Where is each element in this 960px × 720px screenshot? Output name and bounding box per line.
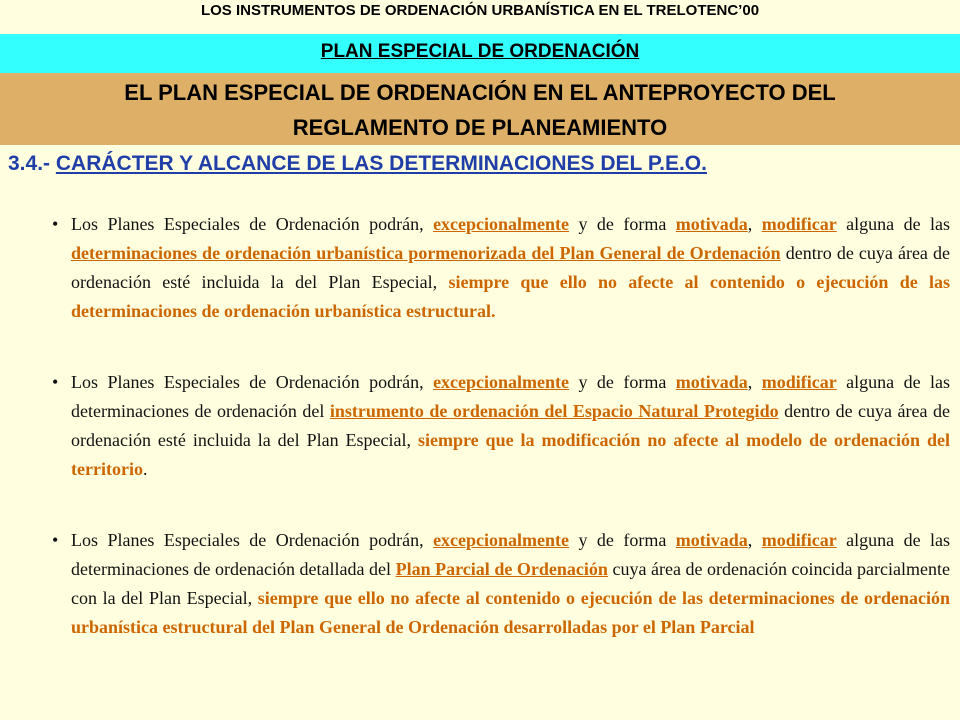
text: Los Planes Especiales de Ordenación podrán, [71,214,434,234]
bullet-dot: • [52,214,59,234]
text: dentro de cuya área de ordenación esté incluida la del Plan Especial, [71,243,950,292]
section-heading [8,152,707,176]
text: y de forma [569,214,676,234]
highlight-motivada: motivada [675,372,748,392]
highlight-condition: siempre que ello no afecte al contenido o ejecución de las determinaciones de ordenación urbanística estructural. [71,272,951,321]
text: y de forma [569,372,676,392]
subtitle-line-2: REGLAMENTO DE PLANEAMIENTO [292,115,668,140]
text: cuya área de ordenación coincida parcialmente con la del Plan Especial, [71,559,950,608]
bullet-list [52,210,950,642]
bullet-item-1 [52,210,950,326]
subtitle-band [0,73,960,145]
highlight-modificar: modificar [761,214,837,234]
highlight-excepcionalmente: excepcionalmente [433,214,570,234]
text: Los Planes Especiales de Ordenación podrán, [71,372,434,392]
document-header [0,0,960,34]
bullet-item-3 [52,526,950,642]
highlight-motivada: motivada [675,214,748,234]
bullet-dot: • [52,372,59,392]
highlight-motivada: motivada [675,530,748,550]
section-title: CARÁCTER Y ALCANCE DE LAS DETERMINACIONES DEL P.E.O. [55,152,707,175]
plan-title: PLAN ESPECIAL DE ORDENACIÓN [320,41,640,62]
text: , [747,530,762,550]
highlight-determinaciones: determinaciones de ordenación urbanística pormenorizada del Plan General de Ordenación [71,243,781,263]
plan-title-band [0,34,960,73]
text: Los Planes Especiales de Ordenación podrán, [71,530,434,550]
text: y de forma [569,530,676,550]
highlight-modificar: modificar [761,372,837,392]
header-title: LOS INSTRUMENTOS DE ORDENACIÓN URBANÍSTICA EN EL TRELOTENC’00 [200,2,760,19]
highlight-modificar: modificar [761,530,837,550]
section-number: 3.4.- [8,152,51,175]
text: , [747,214,762,234]
highlight-excepcionalmente: excepcionalmente [433,530,570,550]
highlight-excepcionalmente: excepcionalmente [433,372,570,392]
highlight-instrumento: instrumento de ordenación del Espacio Natural Protegido [329,401,779,421]
text: , [747,372,762,392]
text: alguna de las determinaciones de ordenación del [71,372,951,421]
bullet-item-2 [52,368,950,484]
highlight-plan-parcial: Plan Parcial de Ordenación [395,559,608,579]
text: dentro de cuya área de ordenación esté incluida la del Plan Especial, [71,401,950,450]
text: alguna de las determinaciones de ordenación detallada del [71,530,951,579]
highlight-condition: siempre que ello no afecte al contenido o ejecución de las determinaciones de ordenación urbanística estructural del Plan General de Ordenación desarrolladas por el Plan Parcial [71,588,950,637]
text: alguna de las [836,214,951,234]
text: . [142,459,148,479]
bullet-dot: • [52,530,59,550]
highlight-condition: siempre que la modificación no afecte al modelo de ordenación del territorio [71,430,950,479]
subtitle-line-1: EL PLAN ESPECIAL DE ORDENACIÓN EN EL ANTEPROYECTO DEL [124,80,836,105]
